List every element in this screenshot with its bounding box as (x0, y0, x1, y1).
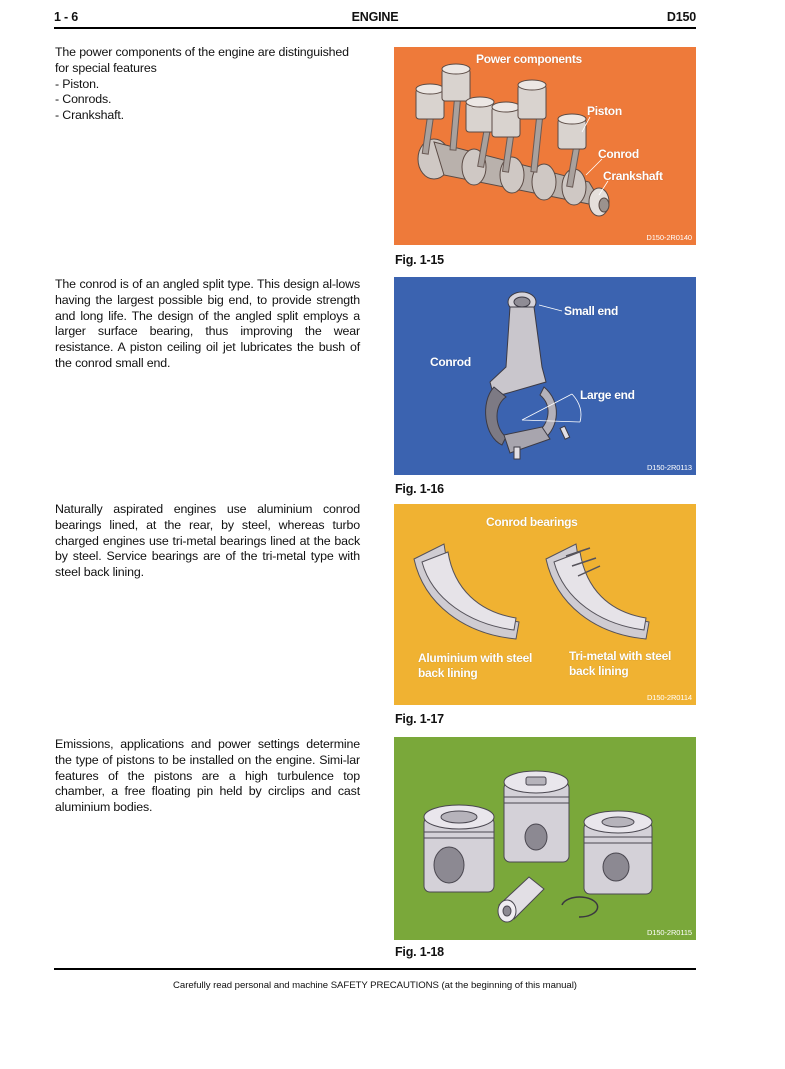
label-conrod: Conrod (598, 147, 639, 161)
model-name: D150 (666, 10, 696, 24)
footer-safety-note: Carefully read personal and machine SAFETY PRECAUTIONS (at the beginning of this manual) (173, 980, 577, 991)
figure-power-components (394, 47, 696, 245)
figure-code: D150-2R0140 (646, 233, 692, 242)
section-title: ENGINE (351, 10, 399, 24)
paragraph-text: Emissions, applications and power settings determine the type of pistons to be installed on the engine. Simi-lar features of the pistons are a high turbulence top chamber, a free floating pin held by circlips and cast aluminium bodies. (55, 737, 360, 815)
list-item-conrods: - Conrods. (55, 92, 112, 107)
label-tri-metal-bearing: Tri-metal with steel back lining (569, 649, 672, 678)
figure-code: D150-2R0115 (646, 928, 692, 937)
figure-conrod (394, 277, 696, 475)
figure-caption: Fig. 1-17 (395, 712, 444, 726)
list-item-piston: - Piston. (55, 76, 100, 91)
pistons-paragraph (55, 737, 360, 816)
figure-code: D150-2R0113 (646, 463, 692, 472)
paragraph-text: Naturally aspirated engines use aluminium conrod bearings lined, at the rear, by steel, whereas turbo charged engines use tri-metal bearings lined at the back by steel. Service bearings are of the tri-metal type with steel back lining. (55, 502, 360, 580)
pistons-illustration (394, 737, 696, 940)
figure-caption: Fig. 1-15 (395, 253, 444, 267)
paragraph-text: The power components of the engine are distinguished for special features (55, 45, 349, 75)
label-large-end: Large end (580, 388, 635, 402)
page-number: 1 - 6 (54, 10, 79, 24)
footer-divider (54, 968, 696, 970)
conrod-bearings-paragraph (55, 502, 360, 581)
conrod-illustration (394, 277, 696, 475)
figure-title: Conrod bearings (486, 515, 578, 529)
power-components-paragraph (55, 45, 360, 124)
label-piston: Piston (587, 104, 622, 118)
label-conrod: Conrod (430, 355, 471, 369)
figure-code: D150-2R0114 (646, 693, 692, 702)
paragraph-text: The conrod is of an angled split type. This design al-lows having the largest possible big end, to provide strength and long life. The design of the angled split employs a larger surface bearing, thus improving the wear resistance. A piston ceiling oil jet lubricates the bush of the conrod small end. (55, 277, 360, 370)
figure-title: Power components (476, 52, 582, 66)
figure-pistons (394, 737, 696, 940)
crankshaft-illustration (394, 47, 696, 245)
header-divider (54, 27, 696, 29)
page-header (54, 6, 696, 26)
figure-caption: Fig. 1-16 (395, 482, 444, 496)
list-item-crankshaft: - Crankshaft. (55, 108, 124, 123)
figure-conrod-bearings (394, 504, 696, 705)
label-small-end: Small end (564, 304, 618, 318)
label-crankshaft: Crankshaft (603, 169, 663, 183)
label-aluminium-bearing: Aluminium with steel back lining (418, 651, 533, 680)
figure-caption: Fig. 1-18 (395, 945, 444, 959)
conrod-paragraph (55, 277, 360, 372)
